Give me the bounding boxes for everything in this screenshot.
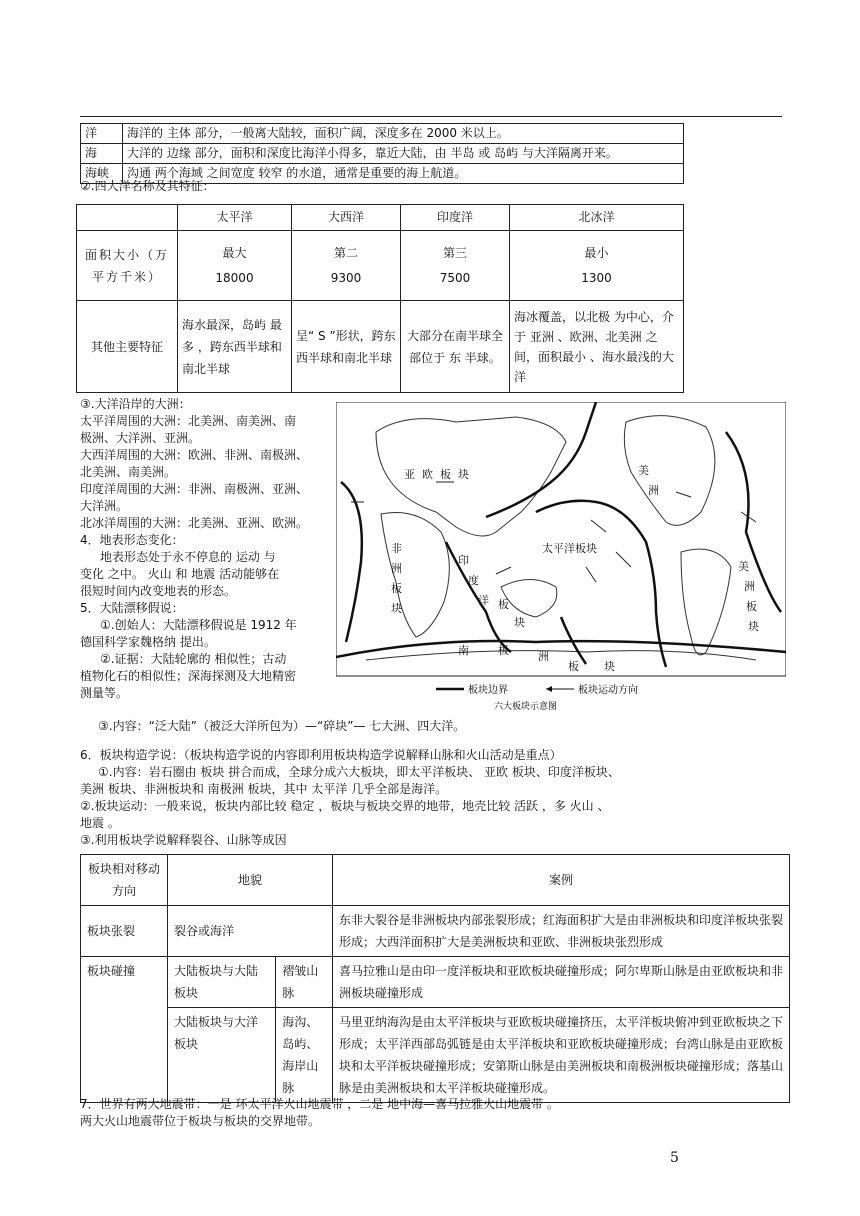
example-cell: 马里亚纳海沟是由太平洋板块与亚欧板块碰撞挤压，太平洋板块俯冲到亚欧板块之下形成；太平洋西部岛弧链是由太平洋板块和亚欧板块碰撞形成；台湾山脉是由亚欧板块和太平洋板块碰撞形成；安第斯山脉是由美洲板块和南极洲板块碰撞形成；落基山脉是由美洲板块和太平洋板块碰撞形成。 [333,1008,790,1103]
area-cell [178,231,292,301]
text-line: 德国科学家魏格纳 提出。 [80,635,216,649]
header-cell: 大西洋 [292,205,401,231]
text-line: 大西洋周围的大洲：欧洲、非洲、南极洲、 [80,448,309,462]
header-cell: 印度洋 [401,205,510,231]
map-label: 洋 [478,594,489,607]
table-row [77,231,684,301]
text-line: 北冰洋周围的大洲：北美洲、亚洲、欧洲。 [80,516,309,530]
table-row [81,855,790,906]
table-row [81,144,684,164]
direction-cell: 板块张裂 [81,906,168,957]
map-label: 洲 [538,650,549,663]
map-label: 块 [458,468,469,481]
landform-cell: 褶皱山脉 [276,957,333,1008]
type-cell: 大陆板块与大洋板块 [168,1008,276,1103]
landform-cell: 裂谷或海洋 [168,906,333,957]
header-cell: 北冰洋 [510,205,684,231]
map-label: 美 [638,464,649,477]
area-value: 1300 [581,270,612,285]
section2-heading: ②.四大洋名称及其特征： [80,179,215,193]
feature-cell: 呈“ S ”形状，跨东西半球和南北半球 [292,301,401,393]
section7-line: 7．世界有两大地震带：一是 环太平洋火山地震带 ，二是 地中海—喜马拉雅火山地震带 。 [80,1097,559,1111]
area-cell [292,231,401,301]
map-label: 太平洋板块 [542,542,597,555]
text-line: 极洲、大洋洲、亚洲。 [80,431,201,445]
section6-line: ③.利用板块学说解释裂谷、山脉等成因 [80,833,287,847]
area-rank: 最大 [222,245,247,260]
term-cell: 海峡 [81,164,123,184]
map-label: 板 [391,582,402,595]
map-label: 亚 [404,468,415,481]
term-cell: 洋 [81,124,123,144]
content-line: ③.内容：“泛大陆”（被泛大洋所包为）—“碎块”— 七大洲、四大洋。 [98,719,466,733]
text-line: ③.大洋沿岸的大洲： [80,397,191,411]
area-value: 7500 [439,270,471,285]
table-row [81,1008,790,1103]
example-cell: 东非大裂谷是非洲板块内部张裂形成；红海面积扩大是由非洲板块和印度洋板块张裂形成；大西洋面积扩大是美洲板块和亚欧、非洲板块张烈形成 [333,906,790,957]
table-row [81,957,790,1008]
page-number: 5 [670,1150,679,1166]
map-label: 南 [458,644,469,657]
type-cell: 大陆板块与大陆板块 [168,957,276,1008]
header-rule [80,116,782,117]
term-cell: 海 [81,144,123,164]
plate-table [80,854,790,1103]
text-line: 4．地表形态变化： [80,533,184,547]
text-line: 植物化石的相似性；深海探测及大地精密 [80,669,297,683]
map-label: 板 [568,660,579,673]
text-line: 很短时间内改变地表的形态。 [80,584,237,598]
table-row [81,124,684,144]
map-label: 极 [498,644,509,657]
map-label: 度 [468,574,479,587]
section7-line: 两大火山地震带位于板块与板块的交界地带。 [80,1114,321,1128]
header-cell: 板块相对移动方向 [81,855,168,906]
area-value: 9300 [330,270,362,285]
ocean-table [76,204,684,393]
header-cell: 案例 [333,855,790,906]
text-line: 北美洲、南美洲。 [80,465,177,479]
header-cell: 地貌 [168,855,333,906]
area-cell [401,231,510,301]
section6-line: ①.内容：岩石圈由 板块 拼合而成，全球分成六大板块，即太平洋板块、 亚欧 板块、印度洋板块、 [98,765,620,779]
map-label: 非 [391,542,402,555]
text-line: 大洋洲。 [80,499,129,513]
map-label: 洲 [744,580,755,593]
section6-line: 美洲 板块、非洲板块和 南极洲 板块，其中 太平洋 几乎全部是海洋。 [80,782,448,796]
map-label: 块 [604,660,615,673]
row-label: 其他主要特征 [77,301,178,393]
text-line: 地表形态处于永不停息的 运动 与 [100,550,276,564]
section6-line: 地震 。 [80,816,120,830]
map-label: 美 [738,560,749,573]
map-label: 洲 [648,484,659,497]
desc-cell: 沟通 两个海域 之间宽度 较窄 的水道，通常是重要的海上航道。 [123,164,684,184]
map-label: 板 [440,468,451,481]
example-cell: 喜马拉雅山是由印一度洋板块和亚欧板块碰撞形成；阿尔卑斯山脉是由亚欧板块和非洲板块碰撞形成 [333,957,790,1008]
section6-line: 6．板块构造学说：（板块构造学说的内容即利用板块构造学说解释山脉和火山活动是重点） [80,748,562,762]
text-line: ②.证据：大陆轮廓的 相似性；古动 [100,652,287,666]
arrowhead-icon [546,686,552,692]
map-label: 块 [391,602,402,615]
map-label: 欧 [422,468,433,481]
text-line: 5．大陆漂移假说： [80,601,184,615]
plate-map [336,402,786,714]
text-line: 太平洋周围的大洲：北美洲、南美洲、南 [80,414,297,428]
table-row [77,301,684,393]
header-cell: 太平洋 [178,205,292,231]
left-column [80,396,332,702]
table-row [81,906,790,957]
desc-cell: 海洋的 主体 部分，一般离大陆较，面积广阔，深度多在 2000 米以上。 [123,124,684,144]
feature-cell: 海冰覆盖，以北极 为中心，介于 亚洲 、欧洲、北美洲 之间，面积最小 、海水最浅的大洋 [510,301,684,393]
map-label: 块 [514,616,525,629]
feature-cell: 大部分在南半球全部位于 东 半球。 [401,301,510,393]
table-row [77,205,684,231]
area-cell [510,231,684,301]
legend-boundary-label: 板块边界 [468,685,508,696]
header-cell [77,205,178,231]
row-label: 面积大小（万平方千米） [77,231,178,301]
text-line: 印度洋周围的大洲：非洲、南极洲、亚洲、 [80,482,309,496]
text-line: ①.创始人：大陆漂移假说是 1912 年 [100,618,297,632]
landform-cell: 海沟、岛屿、海岸山脉 [276,1008,333,1103]
plate-map-svg [336,402,786,714]
map-label: 洲 [391,562,402,575]
map-label: 印 [458,554,469,567]
legend-motion-label: 板块运动方向 [578,685,638,696]
desc-cell: 大洋的 边缘 部分，面积和深度比海洋小得多，靠近大陆，由 半岛 或 岛屿 与大洋隔离开来。 [123,144,684,164]
map-label: 板 [498,598,509,611]
feature-cell: 海水最深，岛屿 最多 ，跨东西半球和南北半球 [178,301,292,393]
sea-terms-table [80,123,684,184]
map-label: 板 [746,600,757,613]
map-caption: 六大板块示意图 [494,702,558,712]
map-label: 块 [748,620,759,633]
area-rank: 第三 [442,245,467,260]
area-rank: 最小 [584,245,609,260]
area-value: 18000 [215,270,254,285]
direction-cell: 板块碰撞 [81,957,168,1103]
text-line: 测量等。 [80,686,129,700]
section6-line: ②.板块运动：一般来说，板块内部比较 稳定 ，板块与板块交界的地带，地壳比较 活跃 ，多 火山 、 [80,799,610,813]
text-line: 变化 之中。 火山 和 地震 活动能够在 [80,567,280,581]
area-rank: 第二 [333,245,358,260]
